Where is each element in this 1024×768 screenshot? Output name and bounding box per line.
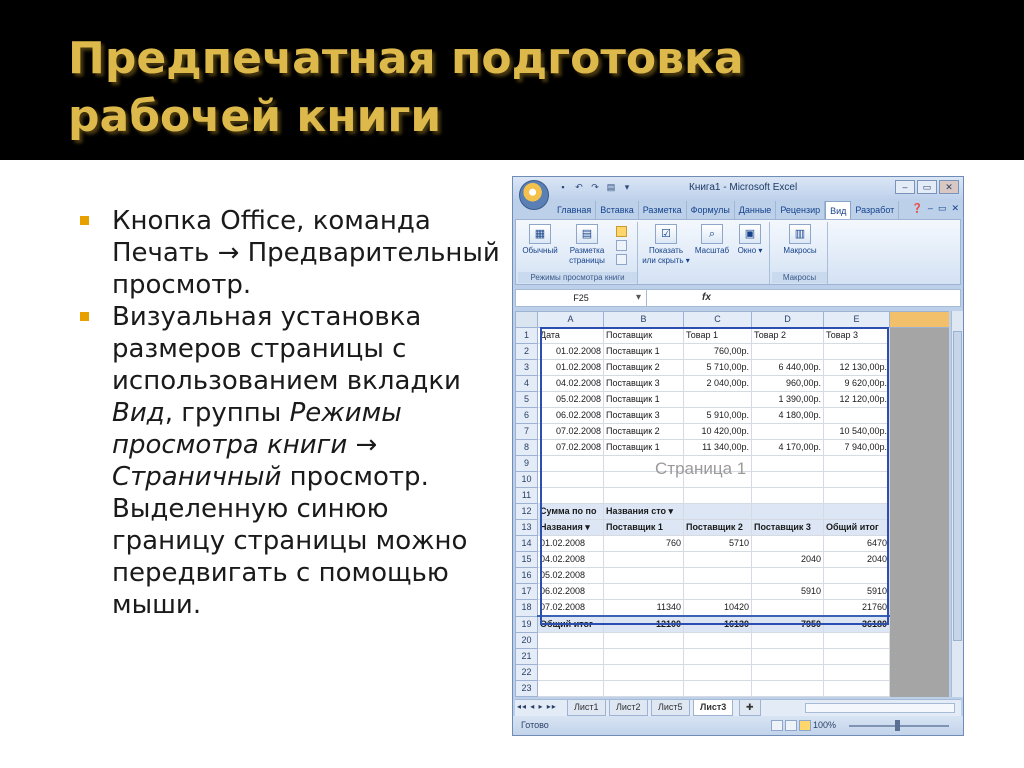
cell[interactable]	[684, 649, 752, 665]
page-layout-icon: ▤	[576, 224, 598, 244]
cell[interactable]: 21760	[824, 600, 890, 617]
minimize-button[interactable]: –	[895, 180, 915, 194]
column-header[interactable]: E	[824, 312, 890, 328]
cell[interactable]: 5710	[684, 536, 752, 552]
row-header[interactable]: 4	[516, 376, 538, 392]
cell[interactable]	[890, 552, 950, 568]
show-hide-label: Показать или скрыть ▾	[642, 246, 690, 265]
cell[interactable]: 760	[604, 536, 684, 552]
page-break-preview-icon[interactable]	[616, 226, 627, 237]
table-row	[516, 536, 950, 552]
row-header[interactable]: 9	[516, 456, 538, 472]
cell[interactable]	[538, 633, 604, 649]
cell[interactable]	[824, 665, 890, 681]
cell[interactable]: 01.02.2008	[538, 344, 604, 360]
cell[interactable]	[752, 472, 824, 488]
excel-window	[512, 176, 964, 736]
page-layout-shortcut[interactable]	[785, 720, 797, 731]
full-screen-icon[interactable]	[616, 254, 627, 265]
table-row	[516, 665, 950, 681]
column-header[interactable]: C	[684, 312, 752, 328]
page-watermark: Страница 1	[655, 459, 747, 478]
cell[interactable]	[890, 616, 950, 633]
cell[interactable]	[890, 633, 950, 649]
row-header[interactable]: 6	[516, 408, 538, 424]
sheet-tabs-bar	[515, 699, 961, 716]
row-header[interactable]: 19	[516, 616, 538, 633]
window-title: Книга1 - Microsoft Excel	[689, 182, 798, 193]
cell[interactable]	[752, 681, 824, 697]
cell[interactable]	[824, 344, 890, 360]
cell[interactable]	[752, 344, 824, 360]
cell[interactable]	[890, 328, 950, 344]
row-header[interactable]: 12	[516, 504, 538, 520]
cell[interactable]: Поставщик 1	[604, 520, 684, 536]
row-header[interactable]: 15	[516, 552, 538, 568]
cell[interactable]	[604, 649, 684, 665]
cell[interactable]	[684, 392, 752, 408]
ribbon-window-controls	[912, 203, 959, 214]
ribbon-group-show-zoom-window	[640, 222, 770, 284]
save-icon[interactable]: ▪	[561, 182, 565, 192]
table-row	[516, 520, 950, 536]
view-shortcuts	[771, 720, 811, 731]
cell[interactable]	[890, 408, 950, 424]
formula-bar	[515, 289, 961, 307]
cell[interactable]	[890, 472, 950, 488]
bullet-text: Кнопка Office, команда Печать → Предварительный просмотр.	[112, 206, 500, 300]
table-row	[516, 408, 950, 424]
cell[interactable]	[752, 697, 824, 698]
page-layout-button[interactable]	[564, 224, 610, 266]
row-header[interactable]: 1	[516, 328, 538, 344]
cell[interactable]	[604, 568, 684, 584]
cell[interactable]	[604, 472, 684, 488]
cell[interactable]	[890, 376, 950, 392]
show-hide-icon: ☑	[655, 224, 677, 244]
cell[interactable]	[824, 456, 890, 472]
macros-button[interactable]	[778, 224, 822, 256]
sheet-tab[interactable]: Лист5	[651, 700, 690, 716]
cell[interactable]	[538, 681, 604, 697]
table-row	[516, 552, 950, 568]
cell[interactable]: 7 940,00р.	[824, 440, 890, 456]
table-row	[516, 344, 950, 360]
cell[interactable]: 11340	[604, 600, 684, 617]
bullet-text: Страничный	[112, 462, 282, 492]
doc-minimize-button[interactable]: –	[927, 203, 933, 213]
cell[interactable]: 07.02.2008	[538, 424, 604, 440]
doc-restore-button[interactable]: ▭	[937, 203, 947, 213]
show-hide-button[interactable]	[642, 224, 690, 266]
name-box-dropdown-icon[interactable]: ▾	[636, 292, 642, 303]
bullet-text: Визуальная установка размеров страницы с использованием вкладки	[112, 302, 461, 396]
cell[interactable]: 9 620,00р.	[824, 376, 890, 392]
window-label: Окно ▾	[737, 246, 763, 255]
cell[interactable]: 16130	[684, 616, 752, 633]
cell[interactable]: Поставщик 3	[604, 408, 684, 424]
cell[interactable]: Товар 3	[824, 328, 890, 344]
cell[interactable]	[684, 697, 752, 698]
bullet-item	[80, 301, 500, 621]
row-header[interactable]: 22	[516, 665, 538, 681]
cell[interactable]	[890, 504, 950, 520]
insert-function-icon[interactable]: fx	[702, 292, 711, 303]
table-row	[516, 584, 950, 600]
cell[interactable]	[604, 456, 684, 472]
cell[interactable]	[890, 456, 950, 472]
cell[interactable]	[824, 633, 890, 649]
cell[interactable]: 36180	[824, 616, 890, 633]
cell[interactable]: 6470	[824, 536, 890, 552]
undo-icon[interactable]: ↶	[575, 182, 583, 192]
cell[interactable]	[890, 649, 950, 665]
cell[interactable]: 04.02.2008	[538, 376, 604, 392]
cell[interactable]: 01.02.2008	[538, 360, 604, 376]
cell[interactable]	[604, 633, 684, 649]
row-header[interactable]: 7	[516, 424, 538, 440]
sheet-tab[interactable]: Лист3	[693, 700, 733, 716]
window-controls	[895, 180, 959, 194]
row-header[interactable]: 11	[516, 488, 538, 504]
cell[interactable]: 07.02.2008	[538, 440, 604, 456]
normal-view-shortcut[interactable]	[771, 720, 783, 731]
bullet-text: просмотр. Выделенную синюю границу страницы можно передвигать с помощью мыши.	[112, 462, 468, 620]
cell[interactable]: 760,00р.	[684, 344, 752, 360]
ribbon-group-label: Макросы	[772, 272, 827, 283]
bullet-text: Вид	[112, 398, 165, 428]
ribbon-group-label: Режимы просмотра книги	[518, 272, 637, 283]
cell[interactable]	[684, 665, 752, 681]
cell[interactable]: Названия ▾	[538, 520, 604, 536]
cell[interactable]	[684, 568, 752, 584]
cell[interactable]	[890, 697, 950, 698]
row-header[interactable]	[516, 697, 538, 698]
row-header[interactable]: 14	[516, 536, 538, 552]
cell[interactable]: 12100	[604, 616, 684, 633]
cell[interactable]	[752, 600, 824, 617]
cell[interactable]: Названия сто ▾	[604, 504, 684, 520]
cell[interactable]: Поставщик 2	[604, 424, 684, 440]
row-header[interactable]: 20	[516, 633, 538, 649]
ribbon-tabs	[553, 201, 899, 219]
horizontal-scrollbar[interactable]	[805, 703, 955, 713]
cell[interactable]	[684, 488, 752, 504]
cell[interactable]: 5910	[824, 584, 890, 600]
cell[interactable]: 5910	[752, 584, 824, 600]
cell[interactable]	[890, 440, 950, 456]
bullet-list	[80, 205, 500, 621]
cell[interactable]	[824, 472, 890, 488]
cell[interactable]: 10 420,00р.	[684, 424, 752, 440]
cell[interactable]: Поставщик 2	[684, 520, 752, 536]
window-icon: ▣	[739, 224, 761, 244]
cell[interactable]: Поставщик 3	[752, 520, 824, 536]
cell[interactable]	[890, 392, 950, 408]
cell[interactable]: 2 040,00р.	[684, 376, 752, 392]
cell[interactable]	[538, 697, 604, 698]
cell[interactable]	[604, 488, 684, 504]
ribbon-tab[interactable]: Разработ	[851, 201, 899, 219]
customize-qat-icon[interactable]: ▾	[624, 182, 630, 192]
cell[interactable]	[684, 552, 752, 568]
cell[interactable]	[752, 488, 824, 504]
table-row	[516, 392, 950, 408]
cell[interactable]	[538, 649, 604, 665]
table-row	[516, 360, 950, 376]
status-ready: Готово	[521, 720, 549, 730]
row-header[interactable]: 16	[516, 568, 538, 584]
cell[interactable]	[604, 552, 684, 568]
scroll-thumb[interactable]	[953, 331, 962, 641]
cell[interactable]	[890, 520, 950, 536]
ribbon-tab[interactable]: Разметка	[639, 201, 687, 219]
cell[interactable]	[890, 681, 950, 697]
cell[interactable]	[890, 536, 950, 552]
cell[interactable]: 06.02.2008	[538, 584, 604, 600]
cell[interactable]	[684, 456, 752, 472]
table-row	[516, 697, 950, 698]
cell[interactable]	[684, 681, 752, 697]
ribbon-tab[interactable]: Вставка	[596, 201, 638, 219]
name-box[interactable]: F25	[516, 290, 647, 306]
table-row	[516, 456, 950, 472]
cell[interactable]: 2040	[824, 552, 890, 568]
quick-access-toolbar	[557, 181, 633, 195]
worksheet-grid[interactable]	[515, 311, 949, 697]
row-header[interactable]: 23	[516, 681, 538, 697]
bullet-text: Режимы просмотра книги	[112, 398, 402, 460]
table-row	[516, 633, 950, 649]
table-row	[516, 472, 950, 488]
table-row	[516, 440, 950, 456]
table-row	[516, 681, 950, 697]
cell[interactable]	[752, 568, 824, 584]
bullet-marker	[80, 216, 89, 225]
cell[interactable]	[752, 536, 824, 552]
sheet-tab[interactable]: Лист1	[567, 700, 606, 716]
row-header[interactable]: 21	[516, 649, 538, 665]
title-bar	[0, 0, 1024, 160]
cell[interactable]	[752, 424, 824, 440]
office-button[interactable]	[519, 180, 549, 210]
table-row	[516, 328, 950, 344]
table-row	[516, 504, 950, 520]
vertical-scrollbar[interactable]	[951, 311, 963, 697]
cell[interactable]	[824, 488, 890, 504]
cell[interactable]	[890, 360, 950, 376]
cell[interactable]	[890, 665, 950, 681]
cell[interactable]: 12 130,00р.	[824, 360, 890, 376]
cell[interactable]	[752, 456, 824, 472]
cell[interactable]: Товар 1	[684, 328, 752, 344]
cell[interactable]	[752, 649, 824, 665]
row-header[interactable]: 18	[516, 600, 538, 617]
cell[interactable]	[684, 504, 752, 520]
row-header[interactable]: 8	[516, 440, 538, 456]
bullet-text: →	[347, 430, 378, 460]
cell[interactable]: Поставщик 1	[604, 344, 684, 360]
cell[interactable]	[890, 344, 950, 360]
cell[interactable]	[824, 504, 890, 520]
cell[interactable]	[824, 568, 890, 584]
zoom-slider-thumb[interactable]	[895, 720, 900, 731]
help-icon[interactable]: ❓	[911, 203, 923, 213]
doc-close-button[interactable]: ✕	[951, 203, 959, 213]
cell[interactable]	[890, 600, 950, 617]
cell[interactable]: Сумма по по	[538, 504, 604, 520]
ribbon-tab[interactable]: Формулы	[687, 201, 735, 219]
cell[interactable]	[538, 456, 604, 472]
cell[interactable]: Товар 2	[752, 328, 824, 344]
normal-view-button[interactable]	[520, 224, 560, 256]
cell[interactable]: 6 440,00р.	[752, 360, 824, 376]
ribbon-tab[interactable]: Данные	[735, 201, 777, 219]
ribbon-group-macros	[772, 222, 828, 284]
cell[interactable]	[824, 649, 890, 665]
bullet-item	[80, 205, 500, 301]
cell[interactable]	[604, 681, 684, 697]
redo-icon[interactable]: ↷	[591, 182, 599, 192]
cell[interactable]	[752, 665, 824, 681]
cell[interactable]	[824, 408, 890, 424]
insert-sheet-icon[interactable]: ✚	[739, 700, 761, 716]
select-all-corner[interactable]	[516, 312, 538, 328]
table-row	[516, 649, 950, 665]
ribbon-tab[interactable]: Рецензир	[776, 201, 825, 219]
bullet-marker	[80, 312, 89, 321]
cell[interactable]: 10 540,00р.	[824, 424, 890, 440]
cell[interactable]	[538, 665, 604, 681]
column-header[interactable]: D	[752, 312, 824, 328]
cell[interactable]	[604, 697, 684, 698]
cell[interactable]	[824, 681, 890, 697]
column-header[interactable]: A	[538, 312, 604, 328]
cell[interactable]: Поставщик 3	[604, 376, 684, 392]
column-header[interactable]	[890, 312, 950, 328]
cell[interactable]: Поставщик	[604, 328, 684, 344]
zoom-button[interactable]	[694, 224, 730, 256]
row-header[interactable]: 13	[516, 520, 538, 536]
table-row	[516, 376, 950, 392]
cell[interactable]: 5 710,00р.	[684, 360, 752, 376]
cell[interactable]: 4 170,00р.	[752, 440, 824, 456]
cell[interactable]: 1 390,00р.	[752, 392, 824, 408]
cell[interactable]: 06.02.2008	[538, 408, 604, 424]
view-mode-small-icons	[616, 226, 628, 268]
maximize-button[interactable]: ▭	[917, 180, 937, 194]
row-header[interactable]: 10	[516, 472, 538, 488]
row-header[interactable]: 3	[516, 360, 538, 376]
page-break-shortcut[interactable]	[799, 720, 811, 731]
cell[interactable]: 2040	[752, 552, 824, 568]
macros-label: Макросы	[783, 246, 817, 255]
table-row	[516, 488, 950, 504]
cell[interactable]	[538, 472, 604, 488]
spreadsheet-table	[515, 311, 949, 697]
macros-icon: ▥	[789, 224, 811, 244]
cell[interactable]	[684, 584, 752, 600]
cell[interactable]	[684, 633, 752, 649]
zoom-label: Масштаб	[694, 246, 730, 255]
cell[interactable]	[824, 697, 890, 698]
window-button[interactable]	[734, 224, 766, 256]
zoom-icon: ⌕	[701, 224, 723, 244]
cell[interactable]	[890, 488, 950, 504]
cell[interactable]: 07.02.2008	[538, 600, 604, 617]
cell[interactable]: 05.02.2008	[538, 568, 604, 584]
row-header[interactable]: 17	[516, 584, 538, 600]
row-header[interactable]: 5	[516, 392, 538, 408]
cell[interactable]: 5 910,00р.	[684, 408, 752, 424]
bullet-text: , группы	[164, 398, 290, 428]
cell[interactable]	[684, 472, 752, 488]
zoom-level: 100%	[813, 720, 837, 730]
cell[interactable]: 01.02.2008	[538, 536, 604, 552]
ribbon-tab[interactable]: Вид	[825, 201, 851, 219]
cell[interactable]: Дата	[538, 328, 604, 344]
cell[interactable]: 05.02.2008	[538, 392, 604, 408]
ribbon-group-view-modes	[518, 222, 638, 284]
cell[interactable]	[890, 568, 950, 584]
cell[interactable]	[538, 488, 604, 504]
cell[interactable]: Поставщик 2	[604, 360, 684, 376]
cell[interactable]: Поставщик 1	[604, 392, 684, 408]
cell[interactable]	[890, 584, 950, 600]
excel-titlebar	[513, 177, 963, 199]
close-button[interactable]: ✕	[939, 180, 959, 194]
cell[interactable]: 7950	[752, 616, 824, 633]
ribbon-tab[interactable]: Главная	[553, 201, 596, 219]
cell[interactable]: 960,00р.	[752, 376, 824, 392]
cell[interactable]: 11 340,00р.	[684, 440, 752, 456]
slide-title: Предпечатная подготовка рабочей книги	[68, 33, 744, 142]
cell[interactable]	[890, 424, 950, 440]
cell[interactable]: 10420	[684, 600, 752, 617]
cell[interactable]	[752, 504, 824, 520]
cell[interactable]: Общий итог	[538, 616, 604, 633]
cell[interactable]: Общий итог	[824, 520, 890, 536]
page-layout-label: Разметка страницы	[569, 246, 605, 265]
cell[interactable]	[752, 633, 824, 649]
table-row	[516, 616, 950, 633]
column-header[interactable]: B	[604, 312, 684, 328]
table-row	[516, 600, 950, 617]
cell[interactable]	[604, 584, 684, 600]
print-preview-icon[interactable]: ▤	[606, 182, 616, 192]
table-row	[516, 568, 950, 584]
cell[interactable]: 04.02.2008	[538, 552, 604, 568]
normal-view-icon: ▦	[529, 224, 551, 244]
sheet-nav-arrows[interactable]: ◂◂ ◂ ▸ ▸▸	[517, 702, 557, 711]
cell[interactable]: 4 180,00р.	[752, 408, 824, 424]
row-header[interactable]: 2	[516, 344, 538, 360]
cell[interactable]: Поставщик 1	[604, 440, 684, 456]
normal-view-label: Обычный	[522, 246, 558, 255]
table-row	[516, 424, 950, 440]
status-bar	[513, 716, 963, 736]
ribbon	[515, 219, 961, 285]
cell[interactable]: 12 120,00р.	[824, 392, 890, 408]
cell[interactable]	[604, 665, 684, 681]
custom-views-icon[interactable]	[616, 240, 627, 251]
sheet-tab[interactable]: Лист2	[609, 700, 648, 716]
